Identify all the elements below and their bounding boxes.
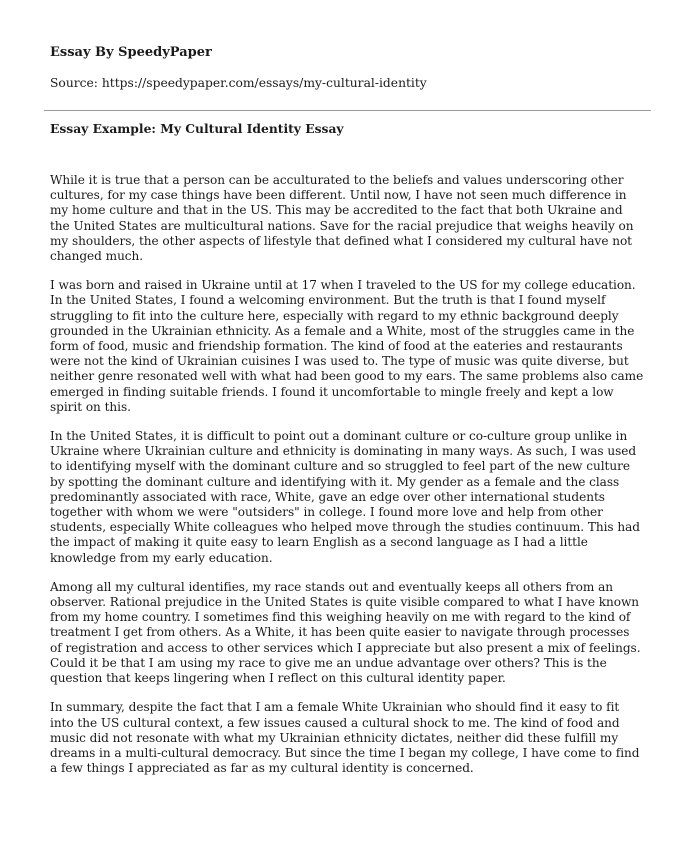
paragraph: Among all my cultural identifies, my race stands out and eventually keeps all others from an observer. Rational prejudice in the United States is quite visible compared to what I have known from my home country. I sometimes find this weighing heavily on me with regard to the kind of treatment I get from others. As a White, it has been quite easier to navigate through processes of registration and access to other services which I appreciate but also present a mix of feelings. Could it be that I am using my race to give me an undue advantage over others? This is the question that keeps lingering when I reflect on this cultural identity paper. bbox=[50, 579, 641, 686]
document-title: Essay By SpeedyPaper bbox=[50, 45, 212, 60]
source-line: Source: https://speedypaper.com/essays/my-cultural-identity bbox=[50, 76, 427, 90]
header-divider bbox=[44, 110, 651, 111]
essay-body bbox=[50, 173, 644, 776]
essay-title: Essay Example: My Cultural Identity Essay bbox=[50, 121, 344, 136]
paragraph: In the United States, it is difficult to point out a dominant culture or co-culture group unlike in Ukraine where Ukrainian culture and ethnicity is dominating in many ways. As such, I was used to identifying myself with the dominant culture and so struggled to feel part of the new culture by spotting the dominant culture and identifying with it. My gender as a female and the class predominantly associated with race, White, gave an edge over other international students together with whom we were "outsiders" in college. I found more love and help from other students, especially White colleagues who helped move through the studies continuum. This had the impact of making it quite easy to learn English as a second language as I had a little knowledge from my early education. bbox=[50, 429, 640, 565]
paragraph: In summary, despite the fact that I am a female White Ukrainian who should find it easy to fit into the US cultural context, a few issues caused a cultural shock to me. The kind of food and music did not resonate with what my Ukrainian ethnicity dictates, neither did these fulfill my dreams in a multi-cultural democracy. But since the time I began my college, I have come to find a few things I appreciated as far as my cultural identity is concerned. bbox=[50, 700, 640, 776]
paragraph: While it is true that a person can be acculturated to the beliefs and values underscoring other cultures, for my case things have been different. Until now, I have not seen much difference in my home culture and that in the US. This may be accredited to the fact that both Ukraine and the United States are multicultural nations. Save for the racial prejudice that weighs heavily on my shoulders, the other aspects of lifestyle that defined what I considered my cultural have not changed much. bbox=[50, 173, 634, 264]
paragraph: I was born and raised in Ukraine until at 17 when I traveled to the US for my college education. In the United States, I found a welcoming environment. But the truth is that I found myself struggling to fit into the culture here, especially with regard to my ethnic background deeply grounded in the Ukrainian ethnicity. As a female and a White, most of the struggles came in the form of food, music and friendship formation. The kind of food at the eateries and restaurants were not the kind of Ukrainian cuisines I was used to. The type of music was quite diverse, but neither genre resonated well with what had been good to my ears. The same problems also came emerged in finding suitable friends. I found it uncomfortable to mingle freely and kept a low spirit on this. bbox=[50, 278, 644, 414]
